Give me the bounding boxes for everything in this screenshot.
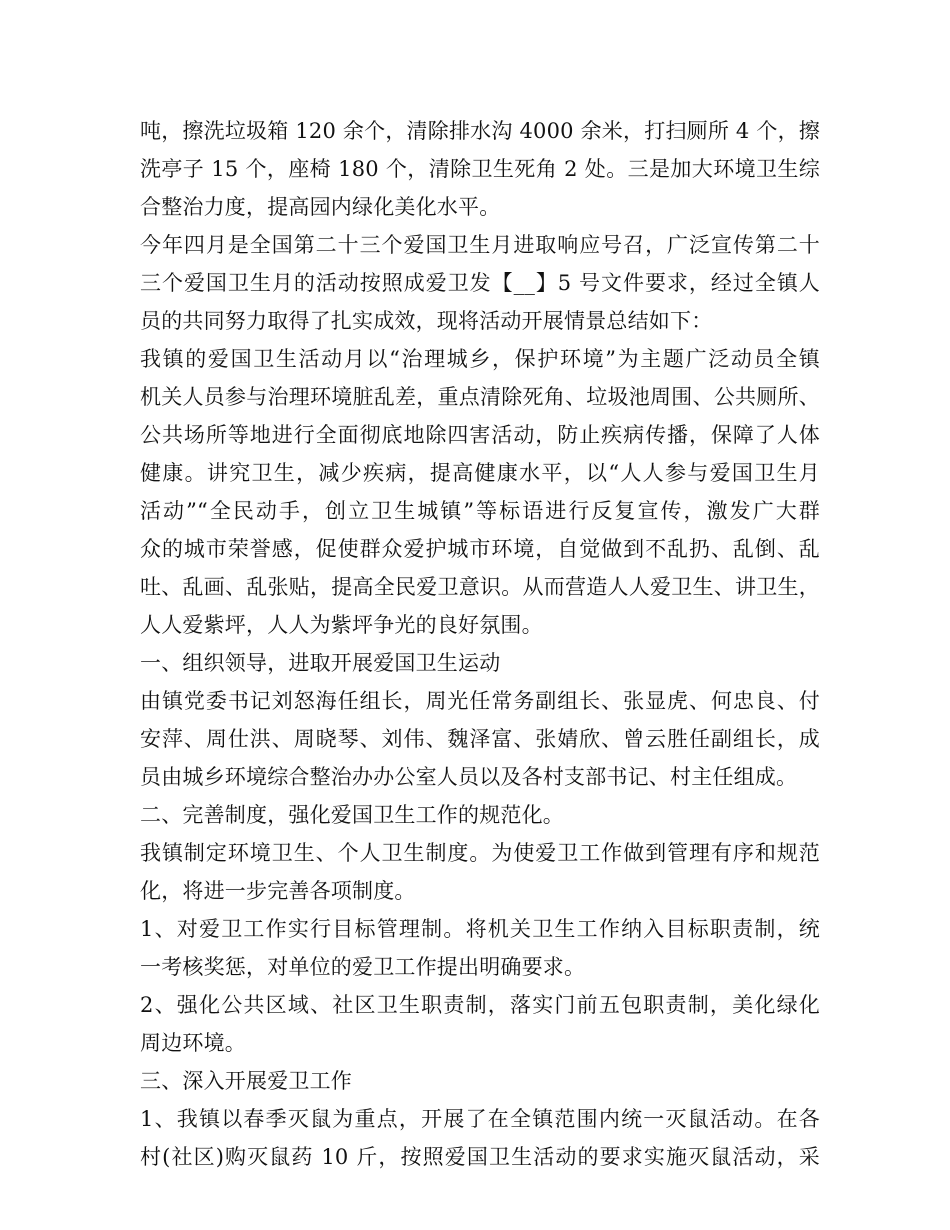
text-line: 2、强化公共区域、社区卫生职责制，落实门前五包职责制，美化绿化 xyxy=(140,993,820,1017)
text-line: 吨，擦洗垃圾箱 120 余个，清除排水沟 4000 余米，打扫厕所 4 个，擦 xyxy=(140,119,820,143)
text-line: 吐、乱画、乱张贴，提高全民爱卫意识。从而营造人人爱卫生、讲卫生， xyxy=(140,575,820,599)
text-line: 三个爱国卫生月的活动按照成爱卫发【__】5 号文件要求，经过全镇人 xyxy=(140,271,820,295)
section-heading: 二、完善制度，强化爱国卫生工作的规范化。 xyxy=(140,803,564,827)
text-line: 活动”“全民动手，创立卫生城镇”等标语进行反复宣传，激发广大群 xyxy=(140,499,820,523)
text-line: 我镇制定环境卫生、个人卫生制度。为使爱卫工作做到管理有序和规范 xyxy=(140,841,820,865)
text-line: 一考核奖惩，对单位的爱卫工作提出明确要求。 xyxy=(140,955,586,979)
text-line: 周边环境。 xyxy=(140,1031,246,1055)
text-line: 1、我镇以春季灭鼠为重点，开展了在全镇范围内统一灭鼠活动。在各 xyxy=(140,1107,820,1131)
text-line: 今年四月是全国第二十三个爱国卫生月进取响应号召，广泛宣传第二十 xyxy=(140,233,820,257)
text-line: 洗亭子 15 个，座椅 180 个，清除卫生死角 2 处。三是加大环境卫生综 xyxy=(140,157,820,181)
text-line: 员由城乡环境综合整治办办公室人员以及各村支部书记、村主任组成。 xyxy=(140,765,798,789)
text-line: 众的城市荣誉感，促使群众爱护城市环境，自觉做到不乱扔、乱倒、乱 xyxy=(140,537,820,561)
section-heading: 一、组织领导，进取开展爱国卫生运动 xyxy=(140,651,501,675)
text-line: 由镇党委书记刘怒海任组长，周光任常务副组长、张显虎、何忠良、付 xyxy=(140,689,820,713)
text-line: 合整治力度，提高园内绿化美化水平。 xyxy=(140,195,501,219)
text-line: 村(社区)购灭鼠药 10 斤，按照爱国卫生活动的要求实施灭鼠活动，采 xyxy=(140,1145,820,1169)
text-line: 1、对爱卫工作实行目标管理制。将机关卫生工作纳入目标职责制，统 xyxy=(140,917,820,941)
section-heading: 三、深入开展爱卫工作 xyxy=(140,1069,352,1093)
text-line: 健康。讲究卫生，减少疾病，提高健康水平，以“人人参与爱国卫生月 xyxy=(140,461,820,485)
document-body xyxy=(140,112,820,1176)
text-line: 化，将进一步完善各项制度。 xyxy=(140,879,416,903)
text-line: 安萍、周仕洪、周晓琴、刘伟、魏泽富、张婧欣、曾云胜任副组长，成 xyxy=(140,727,820,751)
text-line: 我镇的爱国卫生活动月以“治理城乡，保护环境”为主题广泛动员全镇 xyxy=(140,347,820,371)
text-line: 员的共同努力取得了扎实成效，现将活动开展情景总结如下： xyxy=(140,309,713,333)
text-line: 机关人员参与治理环境脏乱差，重点清除死角、垃圾池周围、公共厕所、 xyxy=(140,385,820,409)
text-line: 公共场所等地进行全面彻底地除四害活动，防止疾病传播，保障了人体 xyxy=(140,423,820,447)
text-line: 人人爱紫坪，人人为紫坪争光的良好氛围。 xyxy=(140,613,543,637)
